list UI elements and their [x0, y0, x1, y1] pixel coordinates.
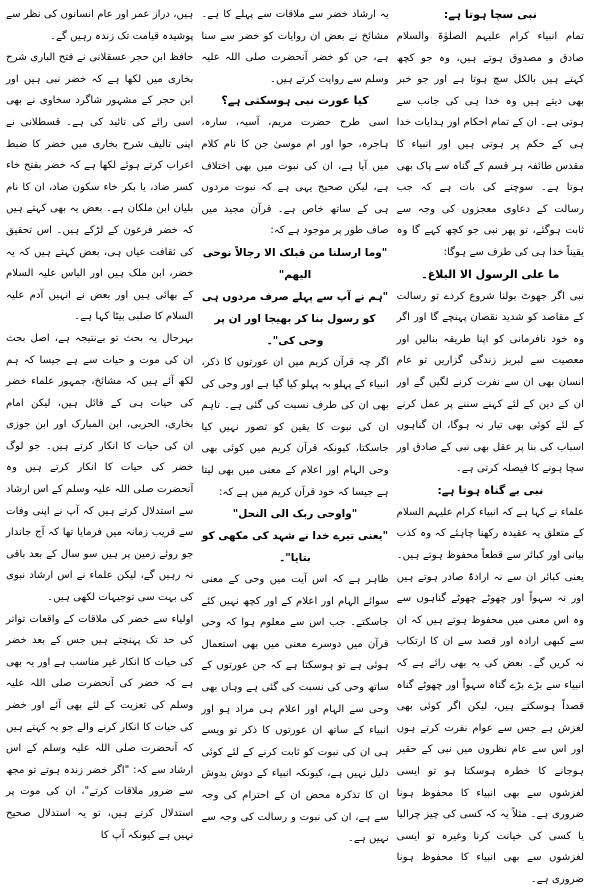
text-column-middle: [201, 4, 389, 845]
section-heading: ما علی الرسول الا البلاغ۔: [421, 267, 560, 281]
paragraph: علماء نے کہا ہے کہ انبیاء کرام علیہم السلام کے متعلق یہ عقیدہ رکھنا چاہئے کہ وہ کذب بیانی اور کبائر سے قطعاً محفوظ ہوتے ہیں۔ یعنی کبائر ان سے نہ ارادۃً صادر ہوتے ہیں اور نہ سہواً اور چھوٹے چھوٹے گناہوں سے وہ اس معنی میں محفوظ ہوتے ہیں کہ ان سے کبھی ارادہ اور قصد سے ان کا ارتکاب نہ کریں گے۔ بعض کی یہ بھی رائے ہے کہ انبیاء سے بڑے بڑے گناہ سہواً اور چھوٹے گناہ قصداً ہوسکتے ہیں، لیکن اگر کوئی بھی لغزش ہے جس سے عوام نفرت کرتے ہوں اور اس سے عام نظروں میں نبی کے حقیر ہوجانے کا خطرہ ہوسکتا ہو تو ایسی لغزشوں سے بھی انبیاء کا محفوظ ہونا ضروری ہے۔ مثلاً یہ کہ کسی کی چیز چرالیا یا کسی کی خیانت کرنا وغیرہ تو ایسی لغزشوں سے بھی انبیاء کا محفوظ ہونا ضروری ہے۔: [396, 506, 584, 885]
paragraph: حافظ ابن حجر عسقلانی نے فتح الباری شرح بخاری میں لکھا ہے کہ خضر نبی ہیں اور ابن حجر کے مشہور شاگرد سخاوی نے بھی اسی رائے کی تائید کی ہے۔ قسطلانی نے اپنی تالیف شرح بخاری میں خضر کا ضبط اعراب کرتے ہوئے لکھا ہے کہ خضر بفتح خاء کسر ضاد، یا بکر خاء سکون ضاد، ان کا نام بلیان ابن ملکان ہے۔ بعض یہ بھی کہتے ہیں کہ خضر فرعون کے لڑکے ہیں۔ اس تحقیق کی ثقافت عیاں ہی، بعض کہتے ہیں کہ یہ خضر، ابن ملک ہیں اور الیاس علیہ السلام کے بھائی ہیں اور بعض نے انہیں آدم علیہ السلام کا صلبی بیٹا کہا ہے۔: [6, 52, 194, 323]
paragraph: اگر چہ قرآن کریم میں ان عورتوں کا ذکر، انبیاء کے پہلو بہ پہلو کیا گیا ہے اور وحی کی بھی ان کی طرف نسبت کی گئی ہے۔ تاہم ان کی نبوت کا یقین کو تصور نہیں کیا جاسکتا، کیونکہ قرآن کریم میں کوئی بھی وحی الہام اور اعلام کے معنی میں بھی لیتا ہے جیسا کہ خود قرآن کریم میں ہے کہ:: [201, 356, 389, 498]
quoted-verse: "ہم نے آپ سے پہلے صرف مردوں ہی کو رسول بنا کر بھیجا اور ان پر وحی کی"۔: [201, 290, 389, 347]
paragraph: ظاہر ہے کہ اس آیت میں وحی کے معنی سوائے الہام اور اعلام کے اور کچھ نہیں کئے جاسکتے۔ جب اس سے معلوم ہوا کہ وحی قرآن میں دوسرے معنی میں بھی استعمال ہوئی ہے تو ہوسکتا ہے کہ جن عورتوں کے ساتھ وحی کی نسبت کی گئی ہے وہاں بھی وحی سے الہام اور اعلام ہی مراد ہو اور انبیاء کے ساتھ ان عورتوں کا ذکر تو ویسے ہی ان کی نبوت کو ثابت کرنے کے لئے کوئی دلیل نہیں ہے، کیونکہ انبیاء کے دوش بدوش ان کا تذکرہ محض ان کے احترام کی وجہ سے ہے، ان کی نبوت و رسالت کی وجہ سے نہیں ہے۔: [201, 574, 389, 845]
section-heading: نبی بے گناہ ہوتا ہے:: [437, 483, 544, 497]
paragraph: بہرحال یہ بحث تو بےنتیجہ ہے، اصل بحث ان کی موت و حیات سے ہے جیسا کہ ہم لکھ آئے ہیں کہ مشائخ، جمہور علماء خضر کی حیات ہی کے قائل ہیں، لیکن امام بخاری، الحربی، ابن المبارک اور ابن جوزی ان کی حیات کا انکار کرتے ہیں۔ جو لوگ خضر کی حیات کا انکار کرتے ہیں وہ آنحضرت صلی اللہ علیہ وسلم کے اس ارشاد سے استدلال کرتے ہیں کہ آپ نے اپنی وفات سے قریب زمانہ میں فرمایا تھا کہ آج جاندار جو روئے زمین پر ہیں سو سال کے بعد باقی نہ رہیں گے، لیکن علماء نے اس ارشاد نبوی کی بہت سی توجیہات لکھی ہیں۔: [6, 332, 194, 604]
paragraph: نبی اگر جھوٹ بولنا شروع کردے تو رسالت کے مقاصد کو شدید نقصان پہنچے گا اور اگر وہ خود نافرمانی کو اپنا طریقہ بنالیں اور معصیت سے لبریز زندگی گزاریں تو عام انسان بھی ان سے نفرت کرنے لگیں گے اور ان کے دین کے لئے کہنے سننے پر عمل کرنے کے لئے کوئی بھی تیار نہ ہوگا، ان گناہوں اسباب کی بنا پر عقل بھی نبی کے صادق اور سچا ہونے کا فیصلہ کرتی ہے۔: [396, 290, 584, 475]
quoted-verse: "وما ارسلنا من قبلک الا رجالاً نوحی الیھم": [202, 246, 388, 281]
paragraph: یہ ارشاد خضر سے ملاقات سے پہلے کا ہے۔ مشائخ نے بعض ان روایات کو خضر سے سنا ہے، جن کو خضر آنحضرت صلی اللہ علیہ وسلم سے روایت کرتے ہیں۔: [201, 9, 389, 85]
section-heading: کیا عورت نبی ہوسکتی ہے؟: [221, 94, 369, 108]
quoted-verse: "واوحی ربک الی النحل": [232, 508, 358, 521]
quoted-verse: "یعنی تیرے خدا نے شہد کی مکھی کو بتایا"۔: [201, 530, 389, 565]
paragraph: اولیاء سے خضر کی ملاقات کے واقعات تواتر کی حد تک پہنچتے ہیں جس کے بعد خضر کی حیات کا انکار غیر مناسب ہے اور یہ بھی ہے کہ خضر کی آنحضرت صلی اللہ علیہ وسلم کی تعزیت کے لئے بھی آئے اور خضر کی حیات کا انکار کرنے والے جو یہ کہتے ہیں کہ آنحضرت صلی اللہ علیہ وسلم کے اس ارشاد سے کہ: "اگر خضر زندہ ہوتے تو مجھ سے ضرور ملاقات کرتے"، ان کی موت پر استدلال کرتے ہیں، تو یہ استدلال صحیح نہیں ہے کیونکہ آپ کا: [6, 613, 194, 841]
paragraph: تمام انبیاء کرام علیہم الصلوٰۃ والسلام صادق و مصدوق ہوتے ہیں، وہ جو کچھ کہتے ہیں بالکل سچ ہوتا ہے اور جو خبر بھی دیتے ہیں وہ خدا ہی کی جانب سے ہوتی ہے۔ ان کے تمام احکام اور ہدایات خدا ہی کے حکم پر ہوتی ہیں اور انبیاء کا مقدس طائفہ ہر قسم کے گناہ سے پاک بھی ہوتا ہے۔ سوچنے کی بات ہے کہ جب رسالت کے دعاوی معجزوں کی وجہ سے ثابت ہوگئے، تو پھر نبی جو کچھ کہے گا وہ یقیناً خدا ہی کی طرف سے ہوگا:: [396, 31, 584, 258]
paragraph: ہیں، دراز عمر اور عام انسانوں کی نظر سے پوشیدہ قیامت تک زندہ رہیں گے۔: [6, 9, 194, 42]
text-column-left: [396, 4, 584, 885]
section-heading: نبی سچا ہوتا ہے:: [443, 8, 537, 21]
paragraph: اسی طرح حضرت مریم، آسیہ، سارہ، ہاجرہ، حوا اور ام موسیٰ جن کا نام کلام میں آیا ہے، ان کی نبوت میں بھی اختلاف ہے، لیکن صحیح یہی ہے کہ نبوت مردوں ہی کے ساتھ خاص ہے۔ قرآن مجید میں صاف طور پر موجود ہے کہ:: [201, 117, 389, 237]
text-column-right: [6, 4, 194, 841]
